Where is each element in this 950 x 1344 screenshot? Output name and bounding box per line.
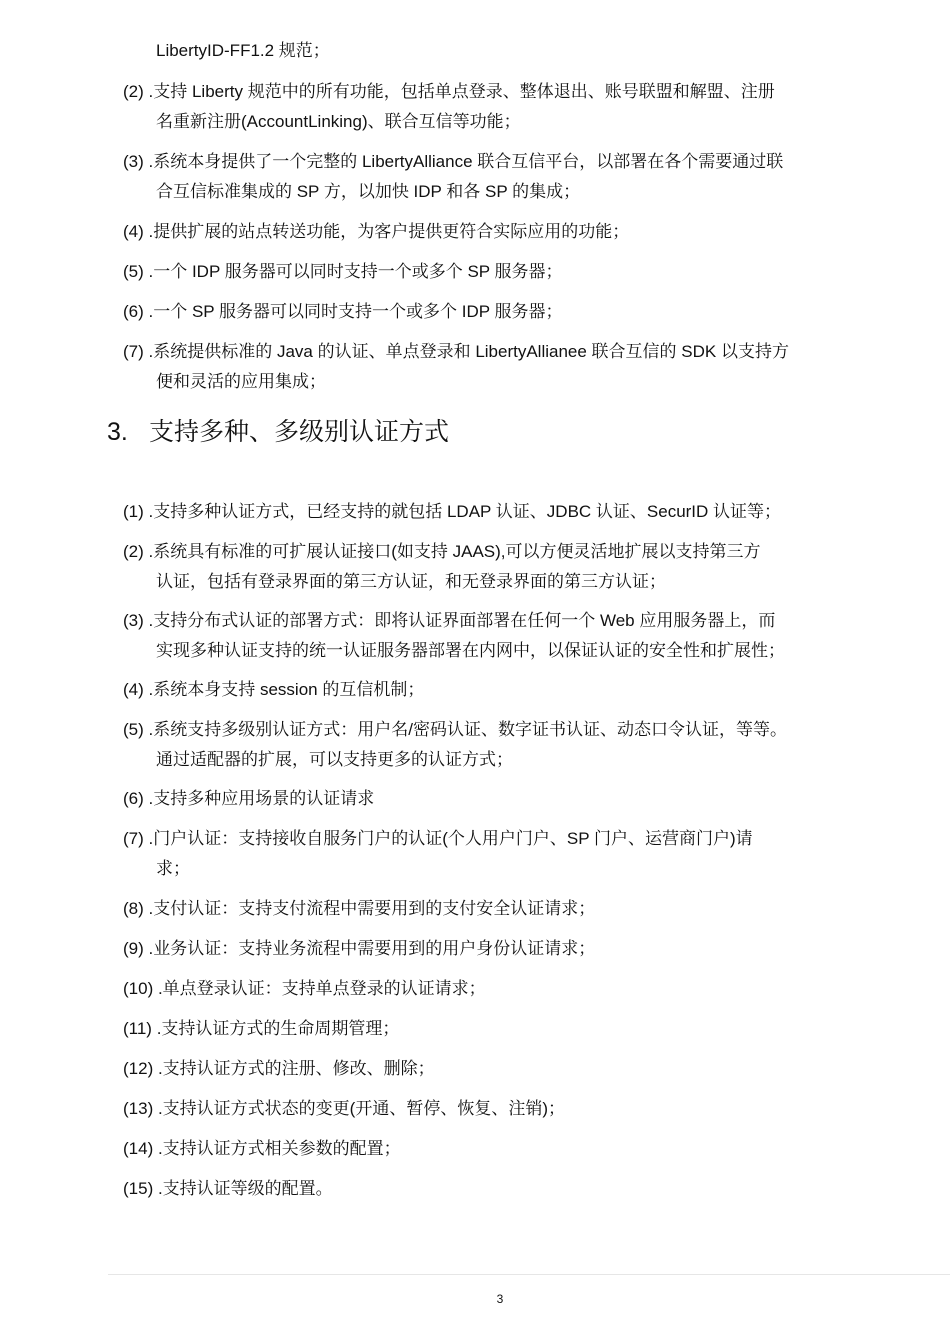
list-item (123, 497, 781, 527)
section-number: 3. (107, 418, 128, 446)
list-item (123, 337, 789, 391)
item-text: .支付认证：支持支付流程中需要用到的支付安全认证请求； (148, 899, 596, 918)
list-item (123, 934, 595, 964)
item-number: (4) (123, 222, 144, 241)
list-item (123, 1134, 401, 1164)
item-text: .支持分布式认证的部署方式：即将认证界面部署在任何一个 Web 应用服务器上，而 (148, 611, 776, 630)
item-number: (9) (123, 939, 144, 958)
item-text-continuation: 名重新注册(AccountLinking)、联合互信等功能； (156, 112, 521, 131)
list-item (123, 1054, 435, 1084)
section-title: 支持多种、多级别认证方式 (149, 418, 450, 446)
item-number: (5) (123, 720, 144, 739)
item-text: .业务认证：支持业务流程中需要用到的用户身份认证请求； (148, 939, 596, 958)
list-item (123, 715, 787, 769)
list-item (123, 77, 775, 131)
item-number: (2) (123, 82, 144, 101)
item-number: (3) (123, 152, 144, 171)
item-number: (7) (123, 342, 144, 361)
item-number: (15) (123, 1179, 154, 1198)
list-item (123, 297, 563, 327)
item-text: .系统提供标准的 Java 的认证、单点登录和 LibertyAllianee 联合互信的 SDK 以支持方 (148, 342, 789, 361)
item-number: (12) (123, 1059, 154, 1078)
list-item (123, 606, 785, 660)
list-item (123, 894, 595, 924)
list-item (123, 974, 486, 1004)
item-number: (2) (123, 542, 144, 561)
page-number: 3 (496, 1292, 504, 1306)
footer-divider (108, 1274, 950, 1275)
item-text: .门户认证：支持接收自服务门户的认证(个人用户门户、SP 门户、运营商门户)请 (148, 829, 753, 848)
item-text: .支持认证方式的注册、修改、删除； (153, 1059, 435, 1078)
item-number: (13) (123, 1099, 154, 1118)
item-text: .一个 SP 服务器可以同时支持一个或多个 IDP 服务器； (148, 302, 563, 321)
list-item (123, 1094, 565, 1124)
item-number: (6) (123, 789, 144, 808)
item-text: .支持多种应用场景的认证请求 (148, 789, 375, 808)
item-number: (7) (123, 829, 144, 848)
item-number: (6) (123, 302, 144, 321)
list-item (123, 675, 424, 705)
item-text-continuation: 认证，包括有登录界面的第三方认证，和无登录界面的第三方认证； (156, 572, 666, 591)
list-item (123, 257, 563, 287)
item-number: (8) (123, 899, 144, 918)
item-text: .系统本身提供了一个完整的 LibertyAlliance 联合互信平台，以部署在各个需要通过联 (148, 152, 784, 171)
list-item (123, 824, 753, 878)
item-text: .系统本身支持 session 的互信机制； (148, 680, 425, 699)
item-text: .提供扩展的站点转送功能，为客户提供更符合实际应用的功能； (148, 222, 630, 241)
item-text: .支持 Liberty 规范中的所有功能，包括单点登录、整体退出、账号联盟和解盟、注册 (148, 82, 775, 101)
item-number: (11) (123, 1019, 152, 1038)
continuation-text: LibertyID-FF1.2 规范； (156, 41, 330, 60)
item-text: .单点登录认证：支持单点登录的认证请求； (153, 979, 486, 998)
list-item (123, 537, 761, 591)
item-text: .系统支持多级别认证方式：用户名/密码认证、数字证书认证、动态口令认证，等等。 (148, 720, 787, 739)
item-number: (14) (123, 1139, 154, 1158)
item-text: .支持认证等级的配置。 (153, 1179, 333, 1198)
item-text-continuation: 便和灵活的应用集成； (156, 372, 326, 391)
item-text: .支持认证方式的生命周期管理； (151, 1019, 400, 1038)
item-text: .系统具有标准的可扩展认证接口(如支持 JAAS),可以方便灵活地扩展以支持第三方 (148, 542, 761, 561)
item-number: (5) (123, 262, 144, 281)
item-text: .支持认证方式相关参数的配置； (153, 1139, 401, 1158)
item-text: .支持多种认证方式，已经支持的就包括 LDAP 认证、JDBC 认证、SecurID 认证等； (148, 502, 782, 521)
item-text: .一个 IDP 服务器可以同时支持一个或多个 SP 服务器； (148, 262, 563, 281)
item-number: (4) (123, 680, 144, 699)
item-text-continuation: 通过适配器的扩展，可以支持更多的认证方式； (156, 750, 513, 769)
item-text-continuation: 实现多种认证支持的统一认证服务器部署在内网中，以保证认证的安全性和扩展性； (156, 641, 785, 660)
list-item (123, 1174, 333, 1204)
list-item (123, 147, 784, 201)
list-item (123, 1014, 399, 1044)
item-number: (10) (123, 979, 154, 998)
item-text: .支持认证方式状态的变更(开通、暂停、恢复、注销)； (153, 1099, 566, 1118)
list-item (123, 784, 374, 814)
list-item (123, 217, 629, 247)
item-text-continuation: 合互信标准集成的 SP 方，以加快 IDP 和各 SP 的集成； (156, 182, 581, 201)
section-heading (107, 416, 449, 448)
item-text-continuation: 求； (156, 859, 190, 878)
item-number: (3) (123, 611, 144, 630)
item-number: (1) (123, 502, 144, 521)
